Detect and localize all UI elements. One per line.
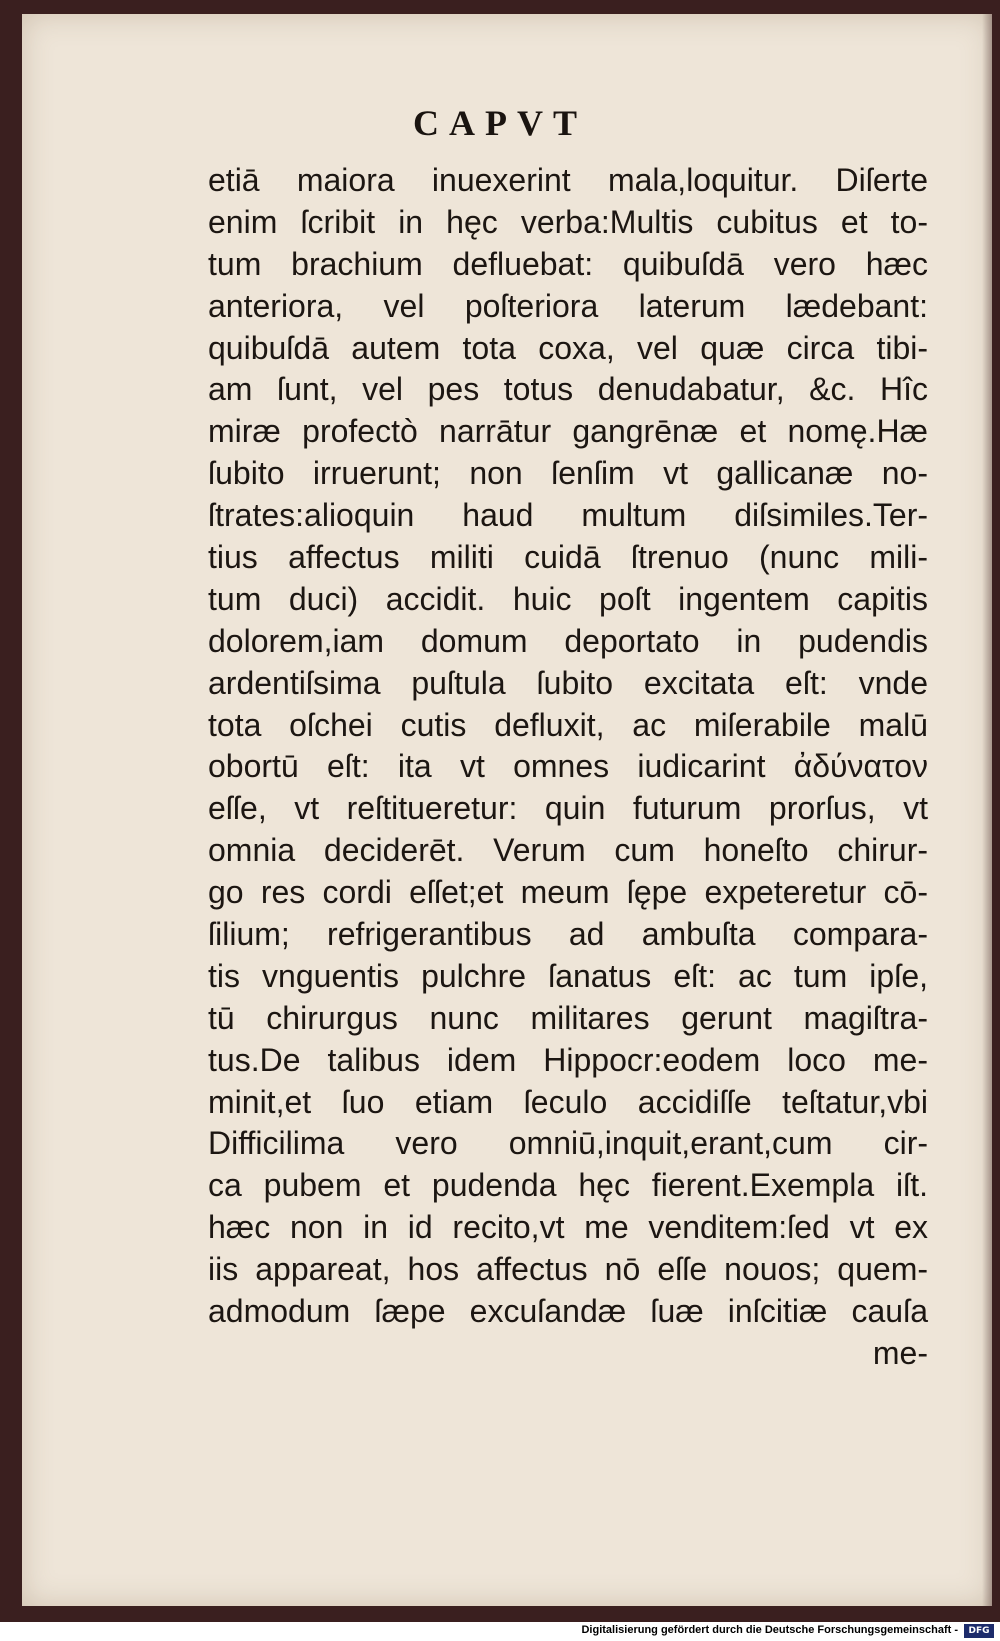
text-line: dolorem,iam domum deportato in pudendis (208, 622, 928, 659)
body-text (208, 160, 928, 1375)
text-line: admodum ſæpe excuſandæ ſuæ inſcitiæ cauſa (208, 1293, 928, 1330)
text-line: tota oſchei cutis defluxit, ac miſerabile malū (208, 706, 928, 743)
text-line: enim ſcribit in hęc verba:Multis cubitus et to- (208, 203, 928, 240)
text-line: hæc non in id recito,vt me venditem:ſed vt ex (208, 1209, 928, 1246)
text-line: miræ profectò narrātur gangrēnæ et nomę.Hæ (208, 413, 928, 450)
funding-credit: Digitalisierung gefördert durch die Deutsche Forschungsgemeinschaft - (581, 1624, 958, 1636)
text-line: eſſe, vt reſtitueretur: quin futurum prorſus, vt (208, 790, 928, 827)
text-line: quibuſdā autem tota coxa, vel quæ circa tibi- (208, 329, 928, 366)
text-line: ſilium; refrigerantibus ad ambuſta compara- (208, 916, 928, 953)
text-line: ardentiſsima puſtula ſubito excitata eſt: vnde (208, 664, 928, 701)
text-line: Difficilima vero omniū,inquit,erant,cum cir- (208, 1125, 928, 1162)
text-line: anteriora, vel poſteriora laterum lædebant: (208, 287, 928, 324)
text-line: ſubito irruerunt; non ſenſim vt gallicanæ no- (208, 455, 928, 492)
text-line: tū chirurgus nunc militares gerunt magiſtra- (208, 999, 928, 1036)
text-line: etiā maiora inuexerint mala,loquitur. Diſerte (208, 162, 928, 198)
text-line: go res cordi eſſet;et meum ſępe expeteretur cō- (208, 874, 928, 911)
text-line: tum duci) accidit. huic poſt ingentem capitis (208, 580, 928, 617)
dfg-logo: DFG (964, 1624, 994, 1638)
text-line: iis appareat, hos affectus nō eſſe nouos; quem- (208, 1251, 928, 1288)
footer-bar (0, 1622, 1000, 1641)
text-line: tum brachium defluebat: quibuſdā vero hæc (208, 245, 928, 282)
text-line: minit,et ſuo etiam ſeculo accidiſſe teſtatur,vbi (208, 1083, 928, 1120)
text-line: tus.De talibus idem Hippocr:eodem loco me- (208, 1041, 928, 1078)
text-line: obortū eſt: ita vt omnes iudicarint ἀδύνατον (208, 748, 928, 785)
text-line: ca pubem et pudenda hęc fierent.Exempla iſt. (208, 1167, 928, 1204)
text-line: ſtrates:alioquin haud multum diſsimiles.Ter- (208, 497, 928, 534)
text-line: tis vnguentis pulchre ſanatus eſt: ac tum ipſe, (208, 957, 928, 994)
catchword: me- (872, 1334, 928, 1371)
text-line: omnia deciderēt. Verum cum honeſto chirur- (208, 832, 928, 869)
text-line: am ſunt, vel pes totus denudabatur, &c. Hîc (208, 371, 928, 408)
running-head: CAPVT (413, 103, 587, 143)
text-line: tius affectus militi cuidā ſtrenuo (nunc mili- (208, 539, 928, 576)
